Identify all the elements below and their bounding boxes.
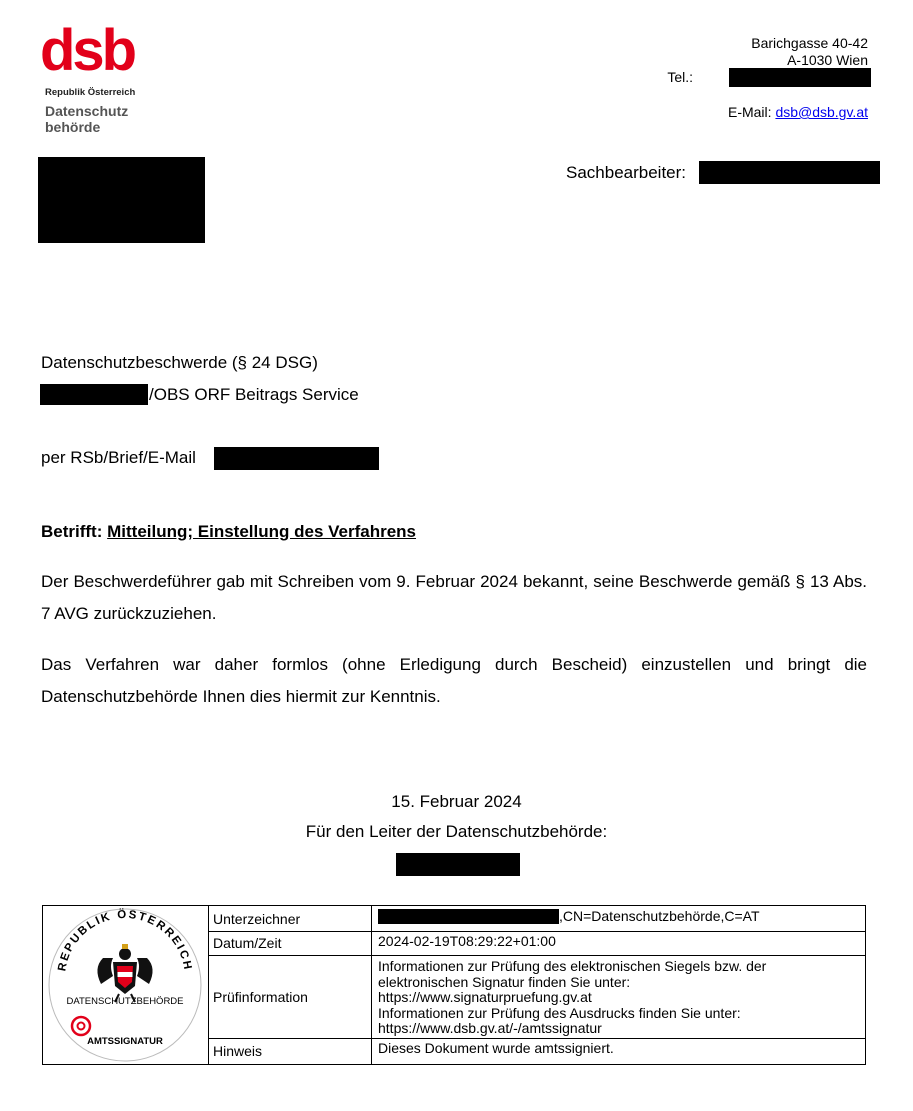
redacted-phone [729, 68, 871, 87]
case-reference: /OBS ORF Beitrags Service [149, 385, 359, 404]
redacted-signer-dn [378, 909, 559, 924]
sig-value-verification [373, 955, 865, 1038]
email-link[interactable]: dsb@dsb.gv.at [775, 104, 868, 120]
betreff-label: Betrifft: [41, 522, 103, 541]
verification-line-1: Informationen zur Prüfung des elektronischen Siegels bzw. der [378, 958, 767, 974]
sig-label-verification: Prüfinformation [208, 955, 372, 1038]
verification-line-4: Informationen zur Prüfung des Ausdrucks finden Sie unter: [378, 1004, 741, 1021]
redacted-delivery-address [214, 447, 379, 470]
tel-label: Tel.: [667, 69, 693, 85]
sig-value-note: Dieses Dokument wurde amtssigniert. [378, 1040, 614, 1056]
verification-url-2: https://www.dsb.gv.at/-/amtssignatur [378, 1020, 602, 1036]
sig-value-datetime: 2024-02-19T08:29:22+01:00 [378, 933, 556, 949]
closing-signer: Für den Leiter der Datenschutzbehörde: [305, 822, 608, 841]
email-label: E-Mail: [727, 104, 772, 120]
signature-table [42, 905, 866, 1065]
verification-url-1: https://www.signaturpruefung.gv.at [378, 989, 592, 1005]
logo-republic-text: Republik Österreich [45, 87, 136, 98]
sig-label-signer: Unterzeichner [208, 906, 372, 931]
amtssignatur-seal-cell [43, 906, 209, 1064]
betreff-title: Mitteilung; Einstellung des Verfahrens [107, 522, 417, 541]
email-line [728, 104, 868, 121]
seal-authority-text: DATENSCHUTZBEHÖRDE [66, 996, 184, 1007]
redacted-case-number [40, 384, 148, 405]
redacted-clerk [699, 161, 880, 184]
amtssignatur-seal [43, 906, 208, 1064]
paragraph-2: Das Verfahren war daher formlos (ohne Erledigung durch Bescheid) einzustellen und bringt die Datenschutzbehörde Ihnen dies hiermit zur Kenntnis. [41, 655, 867, 706]
closing-date: 15. Februar 2024 [391, 792, 522, 811]
redacted-recipient-address [38, 157, 205, 243]
delivery-method: per RSb/Brief/E-Mail [41, 448, 196, 467]
redacted-signer-name [396, 853, 520, 876]
paragraph-1: Der Beschwerdeführer gab mit Schreiben vom 9. Februar 2024 bekannt, seine Beschwerde gemäß § 13 Abs. 7 AVG zurückzuziehen. [41, 572, 867, 623]
sig-row-note [208, 1038, 865, 1064]
sig-value-signer [373, 906, 865, 931]
address-street: Barichgasse 40-42 [751, 35, 868, 51]
sig-signer-cn: ,CN=Datenschutzbehörde,C=AT [559, 908, 760, 924]
logo-name-line2: behörde [45, 119, 101, 135]
clerk-label: Sachbearbeiter: [566, 163, 687, 182]
seal-badge-text: AMTSSIGNATUR [87, 1036, 163, 1047]
logo-authority-name [45, 103, 128, 135]
sig-label-note: Hinweis [208, 1038, 372, 1064]
subject-line: Datenschutzbeschwerde (§ 24 DSG) [41, 353, 318, 372]
seal-arc-text: REPUBLIK ÖSTERREICH [56, 908, 194, 973]
sig-label-datetime: Datum/Zeit [208, 931, 372, 955]
logo-name-line1: Datenschutz [45, 103, 129, 119]
sig-row-verification [208, 955, 865, 1039]
betreff-line [41, 516, 416, 548]
verification-line-2: elektronischen Signatur finden Sie unter: [378, 973, 631, 990]
sig-row-signer [208, 906, 865, 932]
dsb-logo-mark: dsb [40, 18, 135, 83]
sig-row-datetime [208, 931, 865, 956]
address-city: A-1030 Wien [787, 52, 868, 68]
